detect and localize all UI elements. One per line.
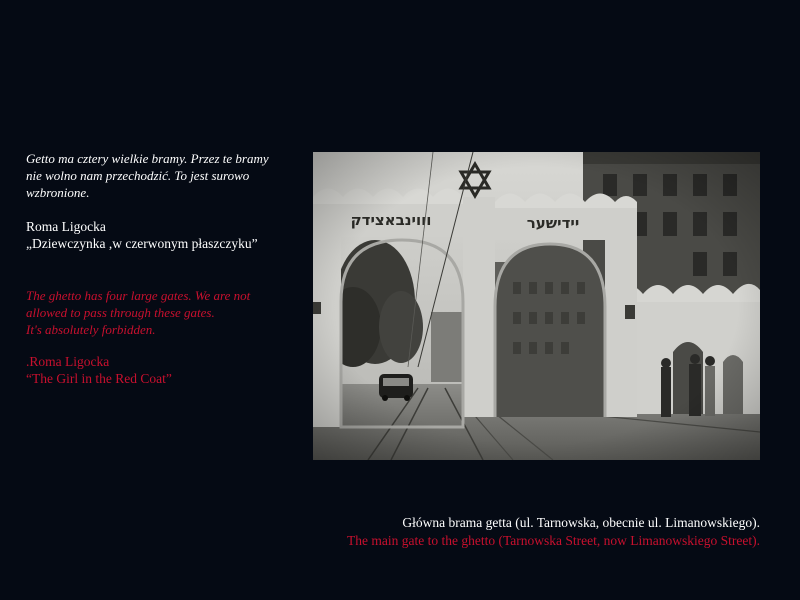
ghetto-gate-photo: [313, 152, 760, 460]
english-book-title: “The Girl in the Red Coat”: [26, 371, 172, 386]
polish-attribution: [26, 218, 316, 252]
english-quote: [26, 287, 316, 338]
polish-book-title: „Dziewczynka ,w czerwonym płaszczyku”: [26, 236, 258, 251]
english-quote-line: The ghetto has four large gates. We are not: [26, 288, 251, 303]
english-quote-line: It's absolutely forbidden.: [26, 322, 156, 337]
english-attribution: [26, 353, 316, 387]
english-quote-line: allowed to pass through these gates.: [26, 305, 215, 320]
caption-polish: Główna brama getta (ul. Tarnowska, obecnie ul. Limanowskiego).: [402, 515, 760, 530]
caption-english: The main gate to the ghetto (Tarnowska Street, now Limanowskiego Street).: [347, 533, 760, 548]
polish-author-name: Roma Ligocka: [26, 219, 106, 234]
polish-quote-line: wzbronione.: [26, 185, 90, 200]
polish-quote-line: nie wolno nam przechodzić. To jest surowo: [26, 168, 250, 183]
english-author-name: .Roma Ligocka: [26, 354, 110, 369]
polish-quote: [26, 150, 316, 201]
polish-quote-line: Getto ma cztery wielkie bramy. Przez te bramy: [26, 151, 269, 166]
ghetto-gate-illustration: [313, 152, 760, 460]
